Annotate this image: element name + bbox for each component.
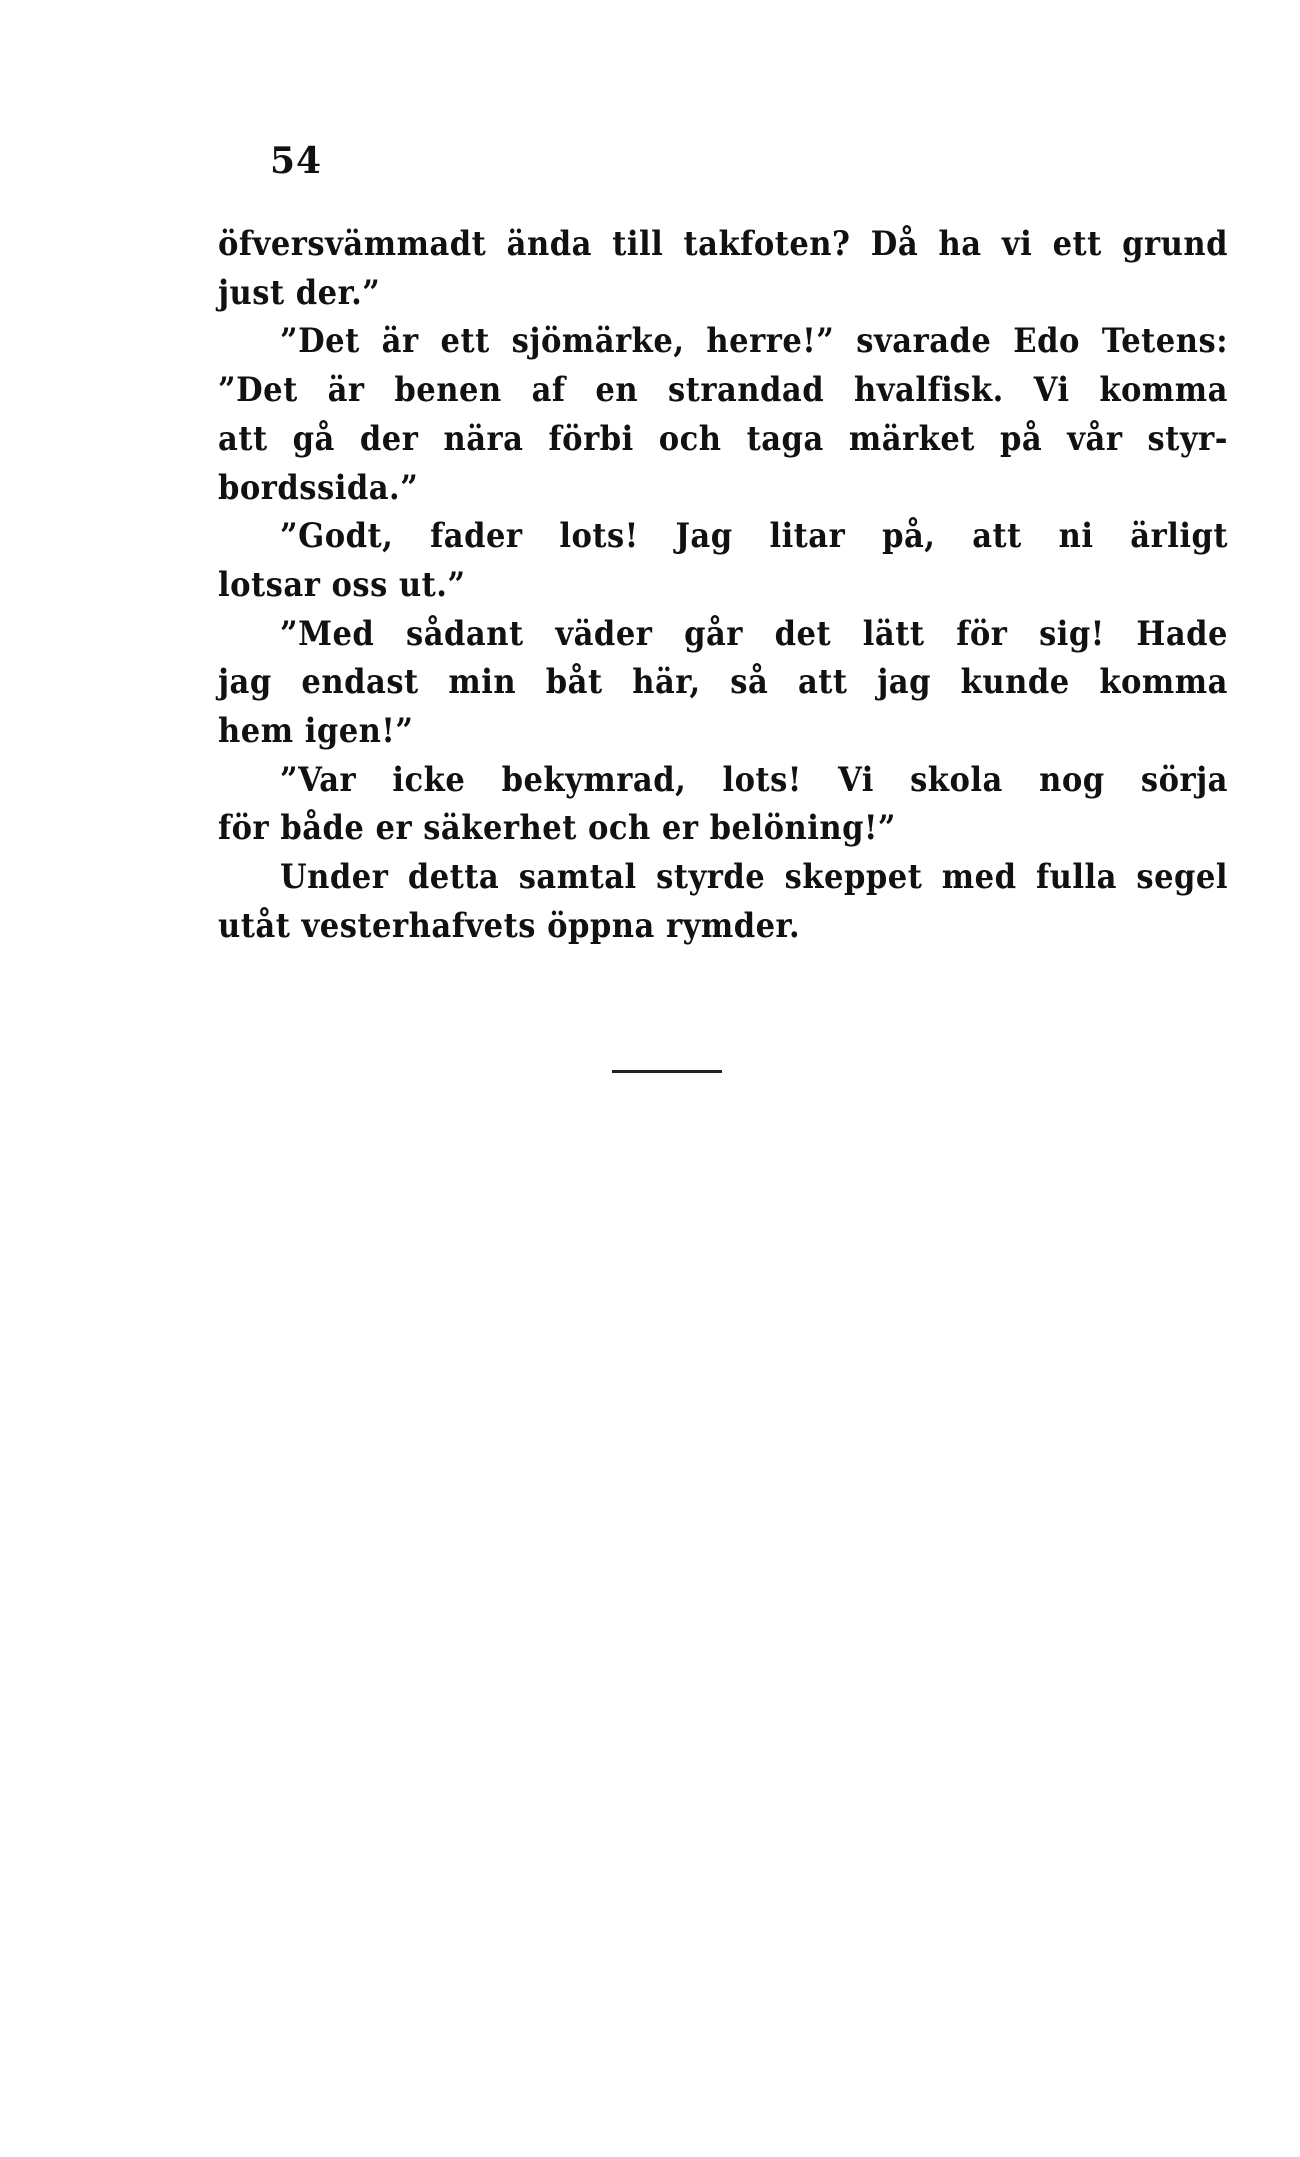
text-line: att gå der nära förbi och taga märket på vår styr-: [218, 418, 1228, 459]
text-line: hem igen!”: [218, 711, 414, 752]
text-line: bordssida.”: [218, 467, 419, 508]
body-text: [218, 220, 1228, 951]
text-line: ”Godt, fader lots! Jag litar på, att ni ärligt: [280, 516, 1228, 557]
page-number: 54: [270, 140, 323, 182]
text-line: för både er säkerhet och er belöning!”: [218, 808, 897, 849]
text-line: lotsar oss ut.”: [218, 564, 466, 605]
text-line: öfversvämmadt ända till takfoten? Då ha vi ett grund: [218, 224, 1228, 264]
section-divider: [612, 1070, 722, 1073]
text-line: Under detta samtal styrde skeppet med fulla segel: [280, 857, 1228, 898]
text-line: ”Det är benen af en strandad hvalfisk. Vi komma: [218, 370, 1228, 411]
text-line: utåt vesterhafvets öppna rymder.: [218, 905, 801, 946]
text-line: ”Det är ett sjömärke, herre!” svarade Edo Tetens:: [280, 321, 1228, 362]
text-line: jag endast min båt här, så att jag kunde komma: [218, 662, 1228, 703]
text-line: just der.”: [218, 272, 381, 313]
text-line: ”Var icke bekymrad, lots! Vi skola nog sörja: [280, 759, 1228, 800]
text-line: ”Med sådant väder går det lätt för sig! Hade: [280, 613, 1228, 654]
